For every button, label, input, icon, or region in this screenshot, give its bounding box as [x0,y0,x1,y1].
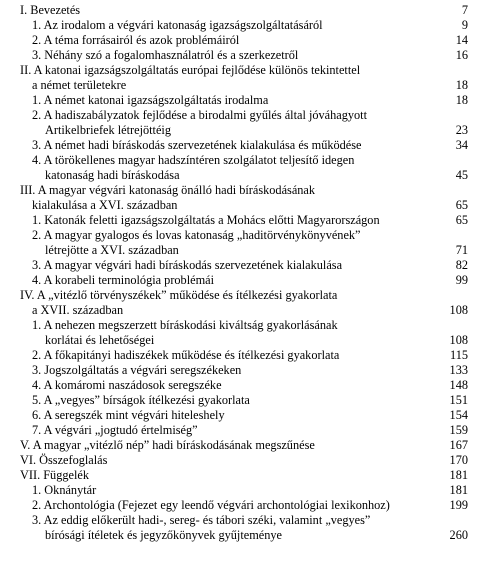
toc-entry-title: 1. Az irodalom a végvári katonaság igazságszolgáltatásáról [32,18,323,32]
toc-entry-page: 71 [455,243,468,257]
toc-entry-title: 5. A „vegyes” bírságok ítélkezési gyakorlata [32,393,250,407]
toc-entry-title: I. Bevezetés [20,3,81,17]
toc-entry-title: a XVII. században [32,303,124,317]
toc-entry-title: 6. A seregszék mint végvári hiteleshely [32,408,225,422]
toc-row [0,243,488,258]
toc-row [0,273,488,288]
toc-row [0,468,488,483]
toc-entry-page: 7 [461,3,468,17]
toc-entry-page: 108 [449,303,468,317]
toc-entry-page: 18 [455,78,468,92]
toc-entry-title: 7. A végvári „jogtudó értelmiség” [32,423,198,437]
toc-entry-page: 99 [455,273,468,287]
toc-entry-page: 170 [449,453,468,467]
toc-row [0,528,488,543]
toc-entry-page: 34 [455,138,468,152]
toc-entry-title: 3. Jogszolgáltatás a végvári seregszékeken [32,363,242,377]
toc-entry-page: 154 [449,408,468,422]
toc-entry-title: 2. A hadiszabályzatok fejlődése a birodalmi gyűlés által jóváhagyott [32,108,367,122]
toc-row [0,33,488,48]
toc-entry-title: 2. A magyar gyalogos és lovas katonaság „haditörvénykönyvének” [32,228,361,242]
toc-entry-page: 133 [449,363,468,377]
toc-entry-page: 14 [455,33,468,47]
toc-entry-page: 167 [449,438,468,452]
toc-entry-title: kialakulása a XVI. században [32,198,178,212]
toc-row [0,228,488,243]
toc-row [0,348,488,363]
toc-entry-page: 151 [449,393,468,407]
toc-entry-title: 4. A törökellenes magyar hadszíntéren szolgálatot teljesítő idegen [32,153,355,167]
toc-row [0,168,488,183]
toc-entry-title: 3. A német hadi bíráskodás szervezetének kialakulása és működése [32,138,362,152]
toc-entry-title: II. A katonai igazságszolgáltatás európai fejlődése különös tekintettel [20,63,361,77]
toc-row [0,318,488,333]
toc-entry-page: 65 [455,198,468,212]
toc-entry-page: 181 [449,468,468,482]
toc-row [0,213,488,228]
toc-row [0,258,488,273]
toc-entry-title: bírósági ítéletek és jegyzőkönyvek gyűjteménye [45,528,282,542]
toc-entry-title: 4. A komáromi naszádosok seregszéke [32,378,222,392]
toc-entry-title: katonaság hadi bíráskodása [45,168,180,182]
toc-row [0,408,488,423]
toc-row [0,378,488,393]
toc-entry-title: Artikelbriefek létrejöttéig [45,123,171,137]
toc-entry-title: IV. A „vitézlő törvényszékek” működése és ítélkezési gyakorlata [20,288,338,302]
toc-entry-page: 65 [455,213,468,227]
toc-entry-page: 260 [449,528,468,542]
toc-entry-title: VII. Függelék [20,468,89,482]
toc-entry-title: 3. Néhány szó a fogalomhasználatról és a szerkezetről [32,48,299,62]
toc-entry-title: 2. A téma forrásairól és azok problémáiról [32,33,240,47]
toc-entry-title: 3. A magyar végvári hadi bíráskodás szervezetének kialakulása [32,258,343,272]
toc-row [0,138,488,153]
toc-row [0,108,488,123]
toc-row [0,393,488,408]
toc-row [0,93,488,108]
toc-entry-title: 3. Az eddig előkerült hadi-, sereg- és tábori széki, valamint „vegyes” [32,513,371,527]
toc-row [0,123,488,138]
toc-entry-page: 45 [455,168,468,182]
toc-row [0,498,488,513]
toc-row [0,48,488,63]
toc-entry-title: 1. A német katonai igazságszolgáltatás irodalma [32,93,269,107]
toc-row [0,198,488,213]
toc-entry-title: létrejötte a XVI. században [45,243,179,257]
toc-entry-page: 199 [449,498,468,512]
toc-entry-title: a német területekre [32,78,127,92]
toc-row [0,483,488,498]
toc-entry-title: 4. A korabeli terminológia problémái [32,273,215,287]
toc-entry-page: 16 [455,48,468,62]
toc-entry-title: 2. A főkapitányi hadiszékek működése és ítélkezési gyakorlata [32,348,340,362]
toc-row [0,288,488,303]
toc-entry-title: 1. Oknánytár [32,483,97,497]
toc-entry-page: 115 [450,348,468,362]
toc-entry-page: 108 [449,333,468,347]
toc-entry-page: 9 [461,18,468,32]
toc-row [0,153,488,168]
toc-row [0,18,488,33]
toc-row [0,183,488,198]
toc-entry-page: 159 [449,423,468,437]
toc-row [0,513,488,528]
toc-entry-title: III. A magyar végvári katonaság önálló hadi bíráskodásának [20,183,316,197]
toc-entry-page: 18 [455,93,468,107]
toc-entry-page: 181 [449,483,468,497]
toc-row [0,438,488,453]
toc-entry-title: 2. Archontológia (Fejezet egy leendő végvári archontológiai lexikonhoz) [32,498,390,512]
toc-entry-page: 23 [455,123,468,137]
toc-row [0,453,488,468]
toc-row [0,333,488,348]
toc-row [0,3,488,18]
toc-row [0,63,488,78]
toc-entry-title: korlátai és lehetőségei [45,333,155,347]
toc-row [0,423,488,438]
toc-row [0,363,488,378]
toc-entry-page: 148 [449,378,468,392]
toc-row [0,78,488,93]
toc-entry-title: VI. Összefoglalás [20,453,108,467]
toc-entry-title: V. A magyar „vitézlő nép” hadi bíráskodásának megszűnése [20,438,315,452]
toc-entry-page: 82 [455,258,468,272]
toc-entry-title: 1. Katonák feletti igazságszolgáltatás a Mohács előtti Magyarországon [32,213,380,227]
toc-entry-title: 1. A nehezen megszerzett bíráskodási kiváltság gyakorlásának [32,318,338,332]
toc-row [0,303,488,318]
